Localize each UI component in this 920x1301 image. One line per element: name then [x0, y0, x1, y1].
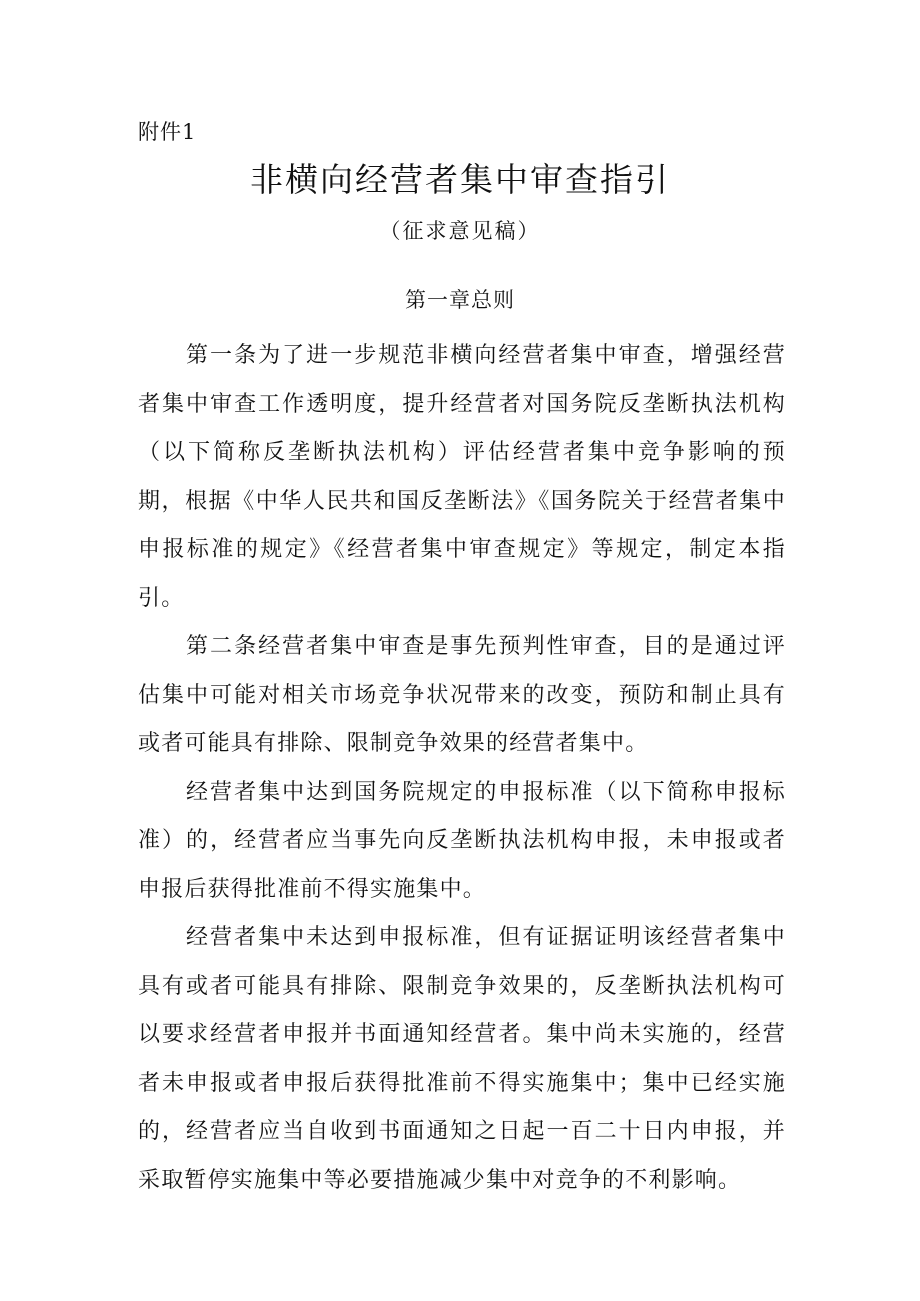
paragraph-filing-requirement: 经营者集中达到国务院规定的申报标准（以下简称申报标准）的，经营者应当事先向反垄断执法机构申报，未申报或者申报后获得批准前不得实施集中。: [138, 779, 786, 902]
document-title: 非横向经营者集中审查指引: [250, 160, 670, 199]
paragraph-article-2: 第二条经营者集中审查是事先预判性审查，目的是通过评估集中可能对相关市场竞争状况带来的改变，预防和制止具有或者可能具有排除、限制竞争效果的经营者集中。: [138, 634, 786, 756]
chapter-heading: 第一章总则: [405, 288, 515, 312]
attachment-label: 附件1: [138, 120, 197, 144]
paragraph-below-threshold: 经营者集中未达到申报标准，但有证据证明该经营者集中具有或者可能具有排除、限制竞争效果的，反垄断执法机构可以要求经营者申报并书面通知经营者。集中尚未实施的，经营者未申报或者申报后获得批准前不得实施集中；集中已经实施的，经营者应当自收到书面通知之日起一百二十日内申报，并采取暂停实施集中等必要措施减少集中对竞争的不利影响。: [138, 925, 786, 1193]
paragraph-article-1: 第一条为了进一步规范非横向经营者集中审查，增强经营者集中审查工作透明度，提升经营者对国务院反垄断执法机构（以下简称反垄断执法机构）评估经营者集中竞争影响的预期，根据《中华人民共和国反垄断法》《国务院关于经营者集中申报标准的规定》《经营者集中审查规定》等规定，制定本指引。: [138, 343, 786, 611]
document-body: [138, 332, 786, 1205]
document-subtitle: （征求意见稿）: [379, 219, 541, 243]
